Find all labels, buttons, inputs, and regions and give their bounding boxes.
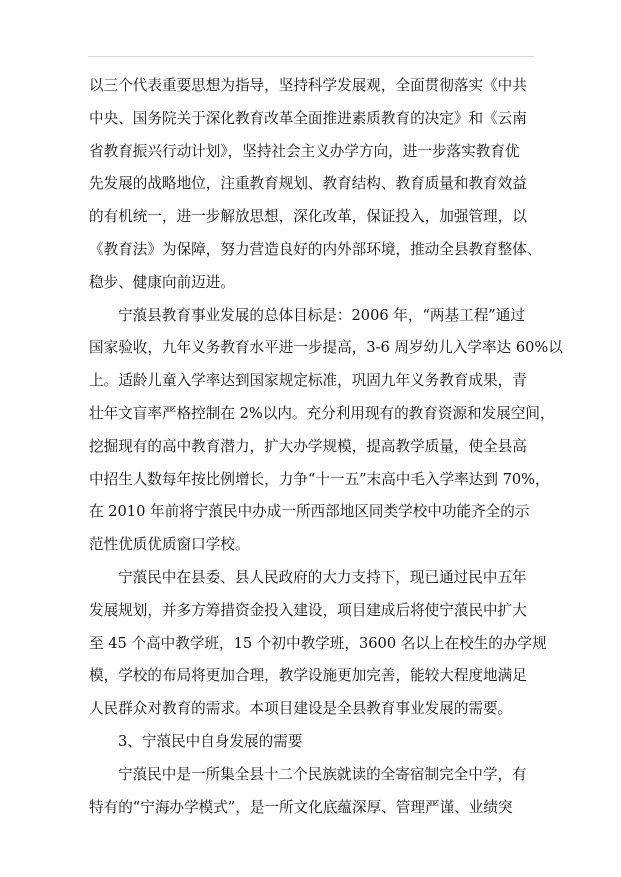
text-line: 中央、国务院关于深化教育改革全面推进素质教育的决定》和《云南 <box>89 109 527 127</box>
text-line: 挖掘现有的高中教育潜力，扩大办学规模，提高教学质量，使全县高 <box>89 437 527 455</box>
text-line: 特有的“宁海办学模式”，是一所文化底蕴深厚、管理严谨、业绩突 <box>89 798 513 816</box>
text-line: 壮年文盲率严格控制在 2%以内。充分利用现有的教育资源和发展空间， <box>89 404 555 422</box>
text-line: 先发展的战略地位，注重教育规划、教育结构、教育质量和教育效益 <box>89 175 527 193</box>
text-line: 国家验收，九年义务教育水平进一步提高，3-6 周岁幼儿入学率达 60%以 <box>89 339 563 357</box>
text-line: 省教育振兴行动计划》，坚持社会主义办学方向，进一步落实教育优 <box>89 142 520 160</box>
paragraph-first-line: 宁蒗县教育事业发展的总体目标是：2006 年，“两基工程”通过 <box>118 306 525 324</box>
text-line: 上。适龄儿童入学率达到国家规定标准，巩固九年义务教育成果，青 <box>89 372 527 390</box>
text-line: 至 45 个高中教学班，15 个初中教学班，3600 名以上在校生的办学规 <box>89 634 547 652</box>
text-line: 稳步、健康向前迈进。 <box>89 273 235 291</box>
text-line: 人民群众对教育的需求。本项目建设是全县教育事业发展的需要。 <box>89 700 513 718</box>
text-line: 发展规划，并多方筹措资金投入建设，项目建成后将使宁蒗民中扩大 <box>89 601 527 619</box>
paragraph-first-line: 宁蒗民中在县委、县人民政府的大力支持下，现已通过民中五年 <box>118 568 527 586</box>
document-body <box>89 70 563 824</box>
text-line: 以三个代表重要思想为指导，坚持科学发展观，全面贯彻落实《中共 <box>89 77 527 94</box>
header-rule <box>88 56 534 57</box>
text-line: 模，学校的布局将更加合理，教学设施更加完善，能较大程度地满足 <box>89 667 527 685</box>
text-line: 范性优质优质窗口学校。 <box>89 536 250 554</box>
section-heading: 3、宁蒗民中自身发展的需要 <box>118 732 303 750</box>
paragraph-first-line: 宁蒗民中是一所集全县十二个民族就读的全寄宿制完全中学，有 <box>118 765 527 783</box>
text-line: 中招生人数每年按比例增长，力争“十一五”末高中毛入学率达到 70%， <box>89 470 550 488</box>
text-line: 的有机统一，进一步解放思想，深化改革，保证投入，加强管理，以 <box>89 208 527 226</box>
text-line: 《教育法》为保障，努力营造良好的内外部环境，推动全县教育整体、 <box>89 240 542 258</box>
text-line: 在 2010 年前将宁蒗民中办成一所西部地区同类学校中功能齐全的示 <box>89 503 530 521</box>
